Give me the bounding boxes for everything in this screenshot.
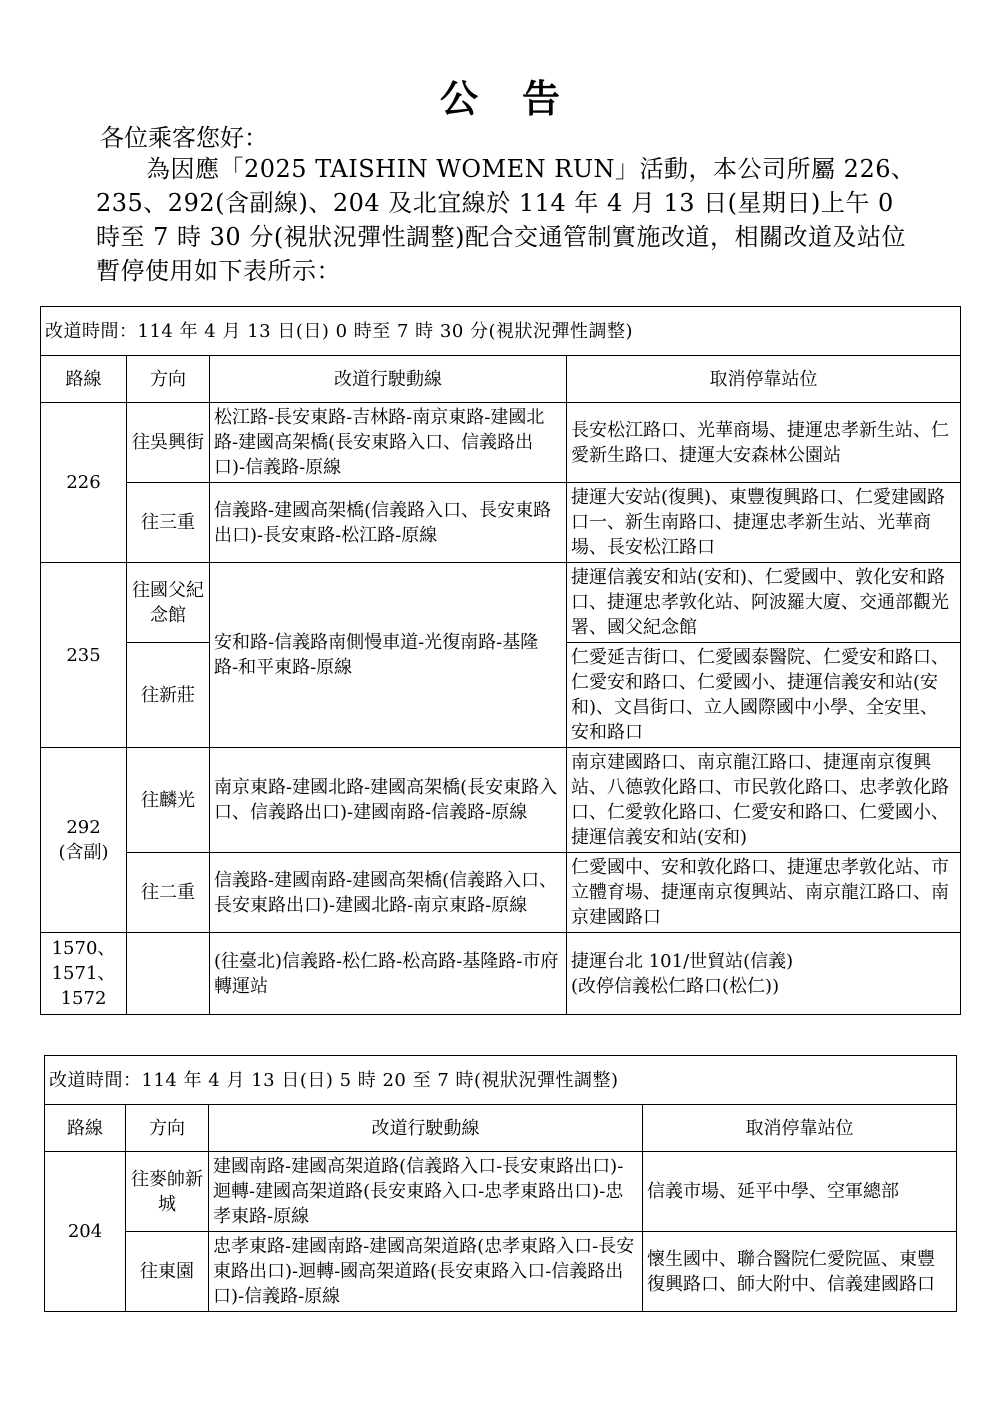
detour-time-2: 改道時間：114 年 4 月 13 日(日) 5 時 20 至 7 時(視狀況彈性調整) [45, 1056, 957, 1105]
header-direction: 方向 [126, 1105, 209, 1152]
direction-cell: 往國父紀念館 [127, 563, 210, 643]
greeting: 各位乘客您好： [100, 124, 268, 152]
route-note: (含副) [58, 842, 109, 863]
detour-cell: 南京東路-建國北路-建國高架橋(長安東路入口、信義路出口)-建國南路-信義路-原線 [210, 748, 567, 853]
cancelled-stops-cell: 長安松江路口、光華商場、捷運忠孝新生站、仁愛新生路口、捷運大安森林公園站 [567, 403, 961, 483]
cancelled-stops-cell: 仁愛國中、安和敦化路口、捷運忠孝敦化站、市立體育場、捷運南京復興站、南京龍江路口、南京建國路口 [567, 853, 961, 933]
detour-cell: 安和路-信義路南側慢車道-光復南路-基隆路-和平東路-原線 [210, 563, 567, 748]
detour-time-1: 改道時間：114 年 4 月 13 日(日) 0 時至 7 時 30 分(視狀況彈性調整) [41, 307, 961, 356]
direction-cell: 往三重 [127, 483, 210, 563]
route-1570-1571-1572: 1570、1571、1572 [41, 933, 127, 1015]
direction-cell: 往麟光 [127, 748, 210, 853]
intro-paragraph: 為因應「2025 TAISHIN WOMEN RUN」活動，本公司所屬 226、235、292(含副線)、204 及北宜線於 114 年 4 月 13 日(星期日)上午 0 時至 7 時 30 分(視狀況彈性調整)配合交通管制實施改道，相關改道及站位暫停使用如下表所示： [96, 155, 916, 285]
route-292 [41, 748, 127, 933]
header-cancelled-stops: 取消停靠站位 [643, 1105, 957, 1152]
cancelled-stops-cell: 捷運大安站(復興)、東豐復興路口、仁愛建國路口一、新生南路口、捷運忠孝新生站、光華商場、長安松江路口 [567, 483, 961, 563]
detour-table-1 [40, 306, 961, 1015]
detour-cell: 建國南路-建國高架道路(信義路入口-長安東路出口)-迴轉-建國高架道路(長安東路入口-忠孝東路出口)-忠孝東路-原線 [209, 1152, 643, 1232]
header-route: 路線 [45, 1105, 126, 1152]
header-detour: 改道行駛動線 [209, 1105, 643, 1152]
cancelled-stops-cell: 懷生國中、聯合醫院仁愛院區、東豐復興路口、師大附中、信義建國路口 [643, 1232, 957, 1312]
route-204: 204 [45, 1152, 126, 1312]
detour-cell: 信義路-建國高架橋(信義路入口、長安東路出口)-長安東路-松江路-原線 [210, 483, 567, 563]
detour-cell: 忠孝東路-建國南路-建國高架道路(忠孝東路入口-長安東路出口)-迴轉-國高架道路(長安東路入口-信義路出口)-信義路-原線 [209, 1232, 643, 1312]
direction-cell: 往二重 [127, 853, 210, 933]
cancelled-stops-cell: 捷運台北 101/世貿站(信義) (改停信義松仁路口(松仁)) [567, 933, 961, 1015]
header-route: 路線 [41, 356, 127, 403]
direction-cell: 往新莊 [127, 643, 210, 748]
detour-table-2 [44, 1055, 957, 1312]
detour-cell: 信義路-建國南路-建國高架橋(信義路入口、長安東路出口)-建國北路-南京東路-原線 [210, 853, 567, 933]
route-226: 226 [41, 403, 127, 563]
route-number: 292 [66, 817, 101, 838]
direction-cell: 往吳興街 [127, 403, 210, 483]
direction-cell: 往東園 [126, 1232, 209, 1312]
header-cancelled-stops: 取消停靠站位 [567, 356, 961, 403]
cancelled-stops-cell: 捷運信義安和站(安和)、仁愛國中、敦化安和路口、捷運忠孝敦化站、阿波羅大廈、交通部觀光署、國父紀念館 [567, 563, 961, 643]
direction-cell: 往麥帥新城 [126, 1152, 209, 1232]
cancelled-stops-cell: 仁愛延吉街口、仁愛國泰醫院、仁愛安和路口、仁愛安和路口、仁愛國小、捷運信義安和站(安和)、文昌街口、立人國際國中小學、全安里、安和路口 [567, 643, 961, 748]
header-direction: 方向 [127, 356, 210, 403]
notice-title: 公告 [439, 77, 604, 121]
header-detour: 改道行駛動線 [210, 356, 567, 403]
route-235: 235 [41, 563, 127, 748]
direction-cell [127, 933, 210, 1015]
detour-cell: 松江路-長安東路-吉林路-南京東路-建國北路-建國高架橋(長安東路入口、信義路出口)-信義路-原線 [210, 403, 567, 483]
detour-cell: (往臺北)信義路-松仁路-松高路-基隆路-市府轉運站 [210, 933, 567, 1015]
cancelled-stops-cell: 南京建國路口、南京龍江路口、捷運南京復興站、八德敦化路口、市民敦化路口、忠孝敦化路口、仁愛敦化路口、仁愛安和路口、仁愛國小、捷運信義安和站(安和) [567, 748, 961, 853]
cancelled-stops-cell: 信義市場、延平中學、空軍總部 [643, 1152, 957, 1232]
